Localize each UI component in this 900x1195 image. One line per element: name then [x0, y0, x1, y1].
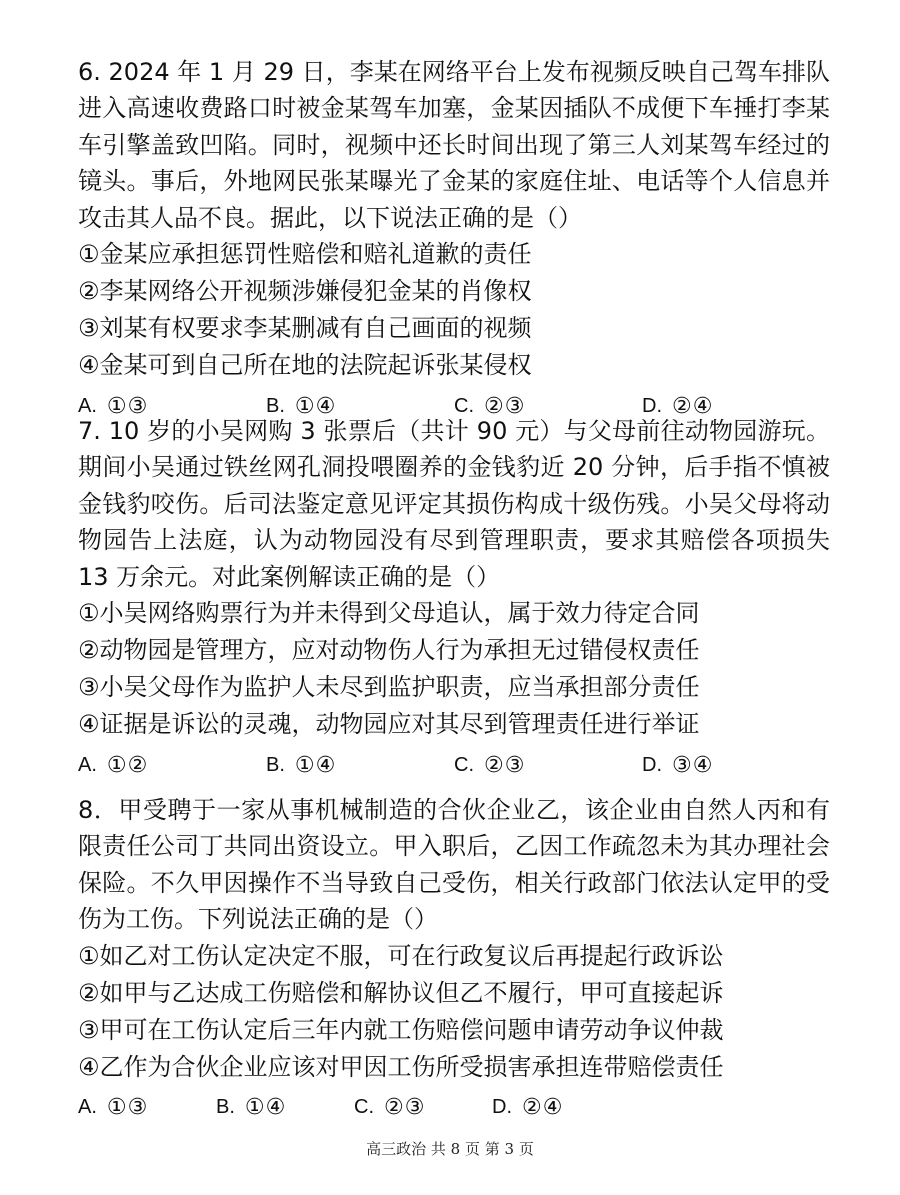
statement-3: ③小吴父母作为监护人未尽到监护职责，应当承担部分责任 [78, 673, 700, 702]
statement-1: ①小吴网络购票行为并未得到父母追认，属于效力待定合同 [78, 599, 700, 628]
option-value: ②③ [484, 752, 526, 778]
option-a [78, 753, 266, 778]
statement-1: ①金某应承担惩罚性赔偿和赔礼道歉的责任 [78, 240, 532, 269]
option-letter: A. [78, 1096, 97, 1119]
option-value: ②④ [522, 1095, 564, 1121]
option-value: ①③ [106, 393, 149, 419]
option-b [216, 1095, 354, 1120]
option-value: ①③ [106, 1095, 149, 1121]
option-value: ①④ [244, 1095, 287, 1121]
question-7 [78, 413, 830, 785]
option-value: ②④ [672, 393, 714, 419]
option-letter: D. [642, 753, 662, 776]
option-c [454, 753, 642, 778]
option-letter: A. [78, 753, 97, 776]
statement-3: ③刘某有权要求李某删减有自己画面的视频 [78, 314, 532, 343]
option-c [354, 1095, 492, 1120]
option-a [78, 1095, 216, 1120]
statement-3: ③甲可在工伤认定后三年内就工伤赔偿问题申请劳动争议仲裁 [78, 1015, 724, 1044]
statement-4: ④乙作为合伙企业应该对甲因工伤所受损害承担连带赔偿责任 [78, 1052, 724, 1081]
option-d [642, 753, 830, 778]
question-stem: 8．甲受聘于一家从事机械制造的合伙企业乙，该企业由自然人丙和有限责任公司丁共同出资设立。甲入职后，乙因工作疏忽未为其办理社会保险。不久甲因操作不当导致自己受伤，相关行政部门依法认定甲的受伤为工伤。下列说法正确的是（） [78, 796, 830, 934]
option-value: ①④ [294, 752, 337, 778]
option-value: ②③ [384, 1095, 426, 1121]
answer-options [78, 1088, 830, 1128]
statement-2: ②动物园是管理方，应对动物伤人行为承担无过错侵权责任 [78, 636, 700, 665]
option-b [266, 753, 454, 778]
option-value: ①② [106, 752, 149, 778]
option-value: ①④ [294, 393, 337, 419]
option-letter: D. [492, 1096, 512, 1119]
statement-4: ④证据是诉讼的灵魂，动物园应对其尽到管理责任进行举证 [78, 710, 700, 739]
option-letter: C. [354, 1096, 374, 1119]
option-d [492, 1095, 630, 1120]
option-value: ②③ [484, 393, 526, 419]
page-footer: 高三政治 共 8 页 第 3 页 [366, 1140, 534, 1158]
question-6 [78, 54, 830, 426]
answer-options [78, 745, 830, 785]
question-8 [78, 792, 830, 1128]
statement-2: ②如甲与乙达成工伤赔偿和解协议但乙不履行，甲可直接起诉 [78, 978, 724, 1007]
option-letter: A. [78, 394, 97, 417]
option-value: ③④ [672, 752, 714, 778]
option-letter: C. [454, 753, 474, 776]
option-letter: B. [266, 753, 285, 776]
option-letter: B. [266, 394, 285, 417]
option-letter: C. [454, 394, 474, 417]
statement-1: ①如乙对工伤认定决定不服，可在行政复议后再提起行政诉讼 [78, 941, 724, 970]
option-letter: B. [216, 1096, 235, 1119]
option-letter: D. [642, 394, 662, 417]
question-stem: 7. 10 岁的小吴网购 3 张票后（共计 90 元）与父母前往动物园游玩。期间小吴通过铁丝网孔洞投喂圈养的金钱豹近 20 分钟，后手指不慎被金钱豹咬伤。后司法鉴定意见评定其损伤构成十级伤残。小吴父母将动物园告上法庭，认为动物园没有尽到管理职责，要求其赔偿各项损失 13 万余元。对此案例解读正确的是（） [78, 417, 830, 591]
statement-2: ②李某网络公开视频涉嫌侵犯金某的肖像权 [78, 277, 532, 306]
question-stem: 6. 2024 年 1 月 29 日，李某在网络平台上发布视频反映自己驾车排队进入高速收费路口时被金某驾车加塞，金某因插队不成便下车捶打李某车引擎盖致凹陷。同时，视频中还长时间出现了第三人刘某驾车经过的镜头。事后，外地网民张某曝光了金某的家庭住址、电话等个人信息并攻击其人品不良。据此，以下说法正确的是（） [78, 58, 830, 232]
statement-4: ④金某可到自己所在地的法院起诉张某侵权 [78, 351, 532, 380]
